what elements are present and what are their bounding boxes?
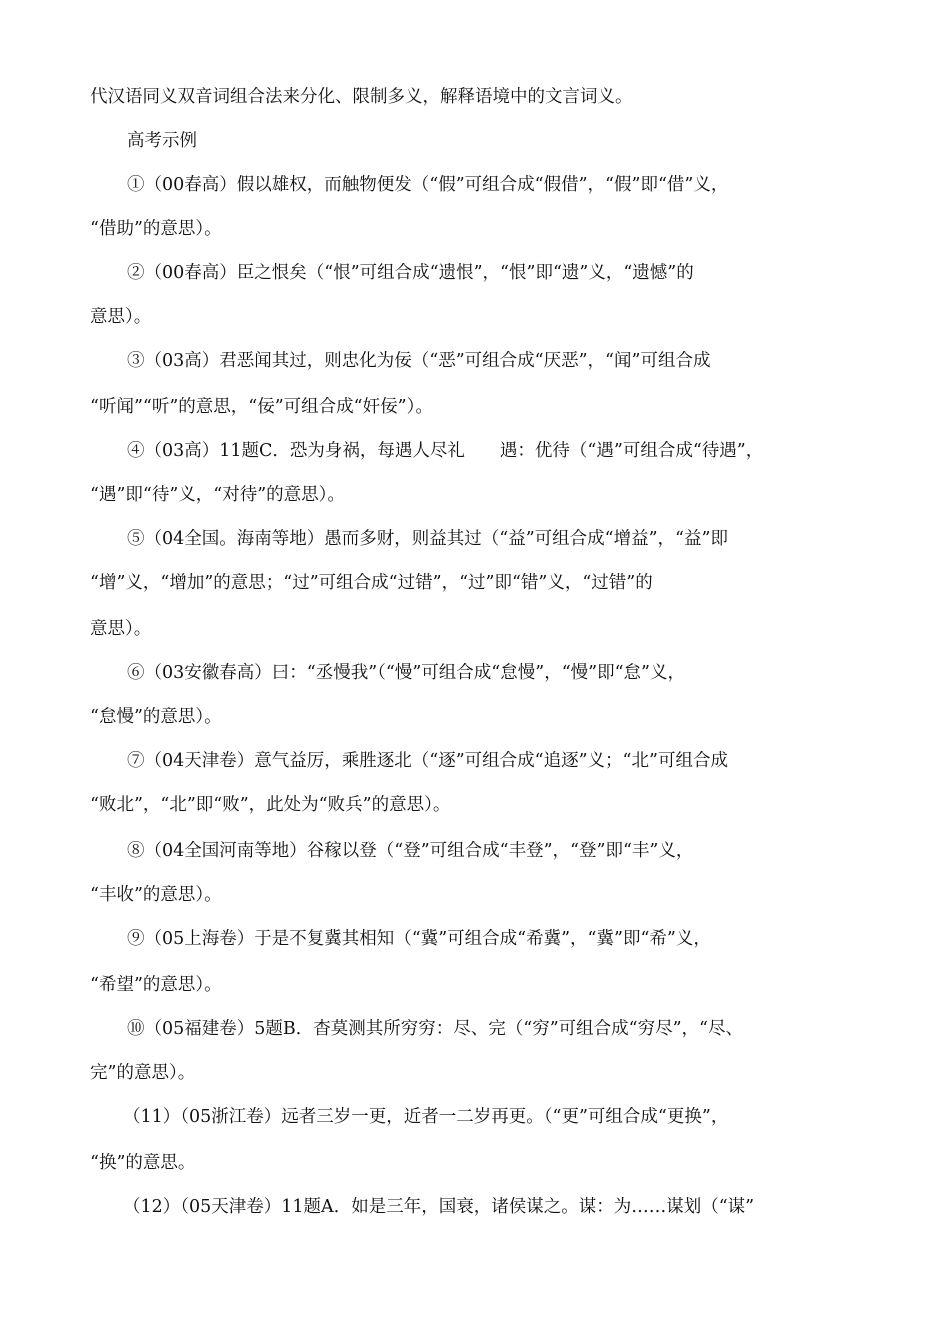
text-line-3: ①（00春高）假以雄权，而触物便发（“假”可组合成“假借”，“假”即“借”义， xyxy=(127,175,729,195)
text-line-1: 代汉语同义双音词组合法来分化、限制多义，解释语境中的文言词义。 xyxy=(90,87,633,107)
text-line-15: “怠慢”的意思）。 xyxy=(90,707,222,727)
text-line-13: 意思）。 xyxy=(90,619,152,639)
text-line-21: “希望”的意思）。 xyxy=(90,975,222,995)
text-line-19: “丰收”的意思）。 xyxy=(90,885,222,905)
text-line-11: ⑤（04全国。海南等地）愚而多财，则益其过（“益”可组合成“增益”，“益”即 xyxy=(127,529,728,549)
text-line-4: “借助”的意思）。 xyxy=(90,219,222,239)
text-line-18: ⑧（04全国河南等地）谷稼以登（“登”可组合成“丰登”，“登”即“丰”义， xyxy=(127,841,694,861)
text-line-22: ⑩（05福建卷）5题B．杳莫测其所穷穷：尽、完（“穷”可组合成“穷尽”，“尽、 xyxy=(127,1019,743,1039)
text-line-24: （11）（05浙江卷）远者三岁一更，近者一二岁再更。（“更”可组合成“更换”， xyxy=(123,1107,729,1127)
text-line-8: “听闻”“听”的意思，“佞”可组合成“奸佞”）。 xyxy=(90,397,433,417)
text-line-10: “遇”即“待”义，“对待”的意思）。 xyxy=(90,485,345,505)
text-line-12: “增”义，“增加”的意思；“过”可组合成“过错”，“过”即“错”义，“过错”的 xyxy=(90,573,653,593)
text-line-9: ④（03高）11题C．恐为身祸，每遇人尽礼 遇：优待（“遇”可组合成“待遇”， xyxy=(127,441,764,461)
text-line-5: ②（00春高）臣之恨矣（“恨”可组合成“遗恨”，“恨”即“遗”义，“遗憾”的 xyxy=(127,263,694,283)
text-line-17: “败北”，“北”即“败”，此处为“败兵”的意思）。 xyxy=(90,795,451,815)
text-line-6: 意思）。 xyxy=(90,307,152,327)
text-line-7: ③（03高）君恶闻其过，则忠化为佞（“恶”可组合成“厌恶”，“闻”可组合成 xyxy=(127,351,711,371)
text-line-26: （12）（05天津卷）11题A．如是三年，国衰，诸侯谋之。谋：为……谋划（“谋” xyxy=(123,1197,755,1217)
text-line-16: ⑦（04天津卷）意气益厉，乘胜逐北（“逐”可组合成“追逐”义；“北”可组合成 xyxy=(127,751,728,771)
text-line-20: ⑨（05上海卷）于是不复冀其相知（“冀”可组合成“希冀”，“冀”即“希”义， xyxy=(127,929,711,949)
section-heading: 高考示例 xyxy=(127,131,197,151)
text-line-23: 完”的意思）。 xyxy=(90,1063,196,1083)
text-line-14: ⑥（03安徽春高）曰：“丞慢我”（“慢”可组合成“怠慢”，“慢”即“怠”义， xyxy=(127,663,685,683)
text-line-25: “换”的意思。 xyxy=(90,1153,196,1173)
